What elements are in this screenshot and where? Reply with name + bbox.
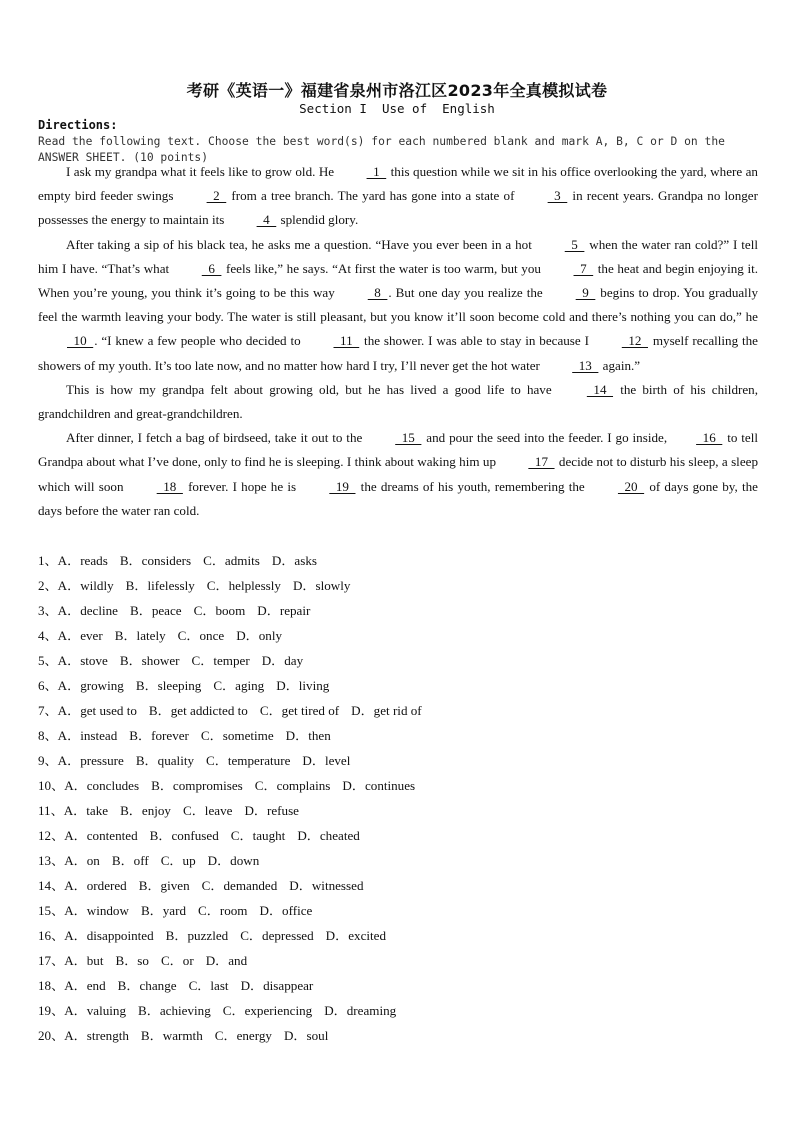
question-number: 2、 bbox=[38, 578, 58, 593]
option-d: D．then bbox=[285, 728, 331, 743]
option-a: A．growing bbox=[57, 678, 124, 693]
passage-text: the heat and begin enjoying it. When you’re young, you think it’s going to be this way bbox=[38, 260, 758, 301]
blank-9: 9 bbox=[575, 285, 596, 301]
passage-text: This is how my grandpa felt about growing old, but he has lived a good life to have bbox=[66, 381, 558, 397]
question-row bbox=[38, 948, 758, 973]
blank-14: 14 bbox=[586, 381, 614, 397]
question-number: 11、 bbox=[38, 803, 64, 818]
option-c: C．demanded bbox=[201, 878, 278, 893]
option-a: A．but bbox=[64, 953, 104, 968]
option-c: C．get tired of bbox=[259, 703, 340, 718]
option-c: C．sometime bbox=[200, 728, 274, 743]
option-c: C．complains bbox=[254, 778, 331, 793]
option-b: B．sleeping bbox=[135, 678, 202, 693]
passage-text: splendid glory. bbox=[277, 212, 359, 228]
option-c: C．energy bbox=[214, 1028, 272, 1043]
option-b: B．lifelessly bbox=[125, 578, 195, 593]
question-row bbox=[38, 823, 758, 848]
option-d: D．living bbox=[276, 678, 330, 693]
question-number: 17、 bbox=[38, 953, 65, 968]
passage-text: decide not to disturb his sleep, a sleep which will soon bbox=[38, 454, 758, 494]
question-row bbox=[38, 998, 758, 1023]
question-row bbox=[38, 1023, 758, 1048]
blank-2: 2 bbox=[206, 188, 227, 204]
passage-text: After dinner, I fetch a bag of birdseed, take it out to the bbox=[66, 430, 367, 446]
option-b: B．lately bbox=[114, 628, 166, 643]
option-c: C．temperature bbox=[206, 753, 291, 768]
option-c: C．leave bbox=[182, 803, 233, 818]
passage-paragraph-4 bbox=[38, 426, 758, 523]
question-number: 10、 bbox=[38, 778, 65, 793]
question-number: 8、 bbox=[38, 728, 58, 743]
passage-paragraph-1 bbox=[38, 160, 758, 233]
passage-text: I ask my grandpa what it feels like to grow old. He bbox=[66, 164, 338, 179]
blank-4: 4 bbox=[256, 212, 277, 228]
passage-text: the dreams of his youth, remembering the bbox=[356, 478, 589, 494]
directions-heading: Directions: bbox=[38, 118, 118, 132]
option-d: D．slowly bbox=[292, 578, 351, 593]
blank-12: 12 bbox=[621, 333, 648, 349]
question-row bbox=[38, 873, 758, 898]
option-c: C．last bbox=[188, 978, 229, 993]
option-c: C．up bbox=[160, 853, 196, 868]
passage-text: when the water ran cold?” I tell him I have. “That’s what bbox=[38, 236, 759, 276]
option-d: D．soul bbox=[283, 1028, 329, 1043]
option-a: A．decline bbox=[57, 603, 118, 618]
option-a: A．concludes bbox=[64, 778, 140, 793]
passage-text: feels like,” he says. “At first the water is too warm, but you bbox=[222, 260, 545, 276]
question-row bbox=[38, 773, 758, 798]
passage-text: and pour the seed into the feeder. I go inside, bbox=[422, 430, 668, 446]
passage-text: myself recalling the showers of my youth. It’s too late now, and no matter how hard I try, I’ll never get the hot water bbox=[38, 333, 758, 373]
question-row bbox=[38, 723, 758, 748]
option-d: D．office bbox=[259, 903, 313, 918]
question-number: 5、 bbox=[38, 653, 58, 668]
option-b: B．confused bbox=[149, 828, 219, 843]
option-d: D．dreaming bbox=[324, 1003, 397, 1018]
question-row bbox=[38, 698, 758, 723]
option-b: B．yard bbox=[140, 903, 187, 918]
option-a: A．end bbox=[64, 978, 106, 993]
directions-text: Read the following text. Choose the best word(s) for each numbered blank and mark A, B, C or D on the ANSWER SHEET. (10 points) bbox=[38, 135, 725, 164]
blank-10: 10 bbox=[67, 333, 94, 349]
option-b: B．peace bbox=[130, 603, 182, 618]
passage-text: After taking a sip of his black tea, he asks me a question. “Have you ever been in a hot bbox=[66, 236, 536, 252]
question-number: 18、 bbox=[38, 978, 65, 993]
option-c: C．helplessly bbox=[206, 578, 281, 593]
option-a: A．wildly bbox=[57, 578, 114, 593]
passage-text: . But one day you realize the bbox=[388, 285, 547, 301]
passage-text: begins to drop. You gradually feel the warmth leaving your body. The water is still pleasant, but you know it’ll soon become cold and there’s nothing you can do,” he bbox=[38, 285, 759, 325]
option-a: A．on bbox=[64, 853, 100, 868]
option-c: C．taught bbox=[230, 828, 286, 843]
question-row bbox=[38, 573, 758, 598]
question-number: 9、 bbox=[38, 753, 58, 768]
option-c: C．or bbox=[160, 953, 194, 968]
option-a: A．instead bbox=[57, 728, 118, 743]
passage-text: forever. I hope he is bbox=[183, 478, 301, 494]
option-b: B．shower bbox=[119, 653, 180, 668]
question-number: 1、 bbox=[38, 553, 58, 568]
option-d: D．only bbox=[236, 628, 283, 643]
question-number: 13、 bbox=[38, 853, 65, 868]
option-b: B．achieving bbox=[138, 1003, 211, 1018]
passage-text: in recent years. Grandpa no longer possesses the energy to maintain its bbox=[38, 188, 758, 228]
question-row bbox=[38, 973, 758, 998]
option-c: C．boom bbox=[193, 603, 246, 618]
page-title: 考研《英语一》福建省泉州市洛江区2023年全真模拟试卷 bbox=[186, 81, 608, 100]
question-row bbox=[38, 748, 758, 773]
passage-paragraph-3 bbox=[38, 378, 758, 426]
question-number: 3、 bbox=[38, 603, 58, 618]
option-c: C．depressed bbox=[240, 928, 314, 943]
option-a: A．get used to bbox=[57, 703, 137, 718]
option-c: C．once bbox=[177, 628, 225, 643]
option-c: C．aging bbox=[213, 678, 265, 693]
question-number: 15、 bbox=[38, 903, 65, 918]
question-number: 20、 bbox=[38, 1028, 65, 1043]
question-row bbox=[38, 673, 758, 698]
passage-text: the shower. I was able to stay in because I bbox=[360, 333, 593, 349]
question-row bbox=[38, 548, 758, 573]
question-row bbox=[38, 623, 758, 648]
passage-text: . “I knew a few people who decided to bbox=[94, 333, 305, 349]
question-number: 19、 bbox=[38, 1003, 65, 1018]
option-b: B．quality bbox=[135, 753, 195, 768]
option-d: D．continues bbox=[342, 778, 416, 793]
question-number: 14、 bbox=[38, 878, 65, 893]
blank-16: 16 bbox=[696, 430, 723, 446]
blank-7: 7 bbox=[573, 260, 594, 276]
question-number: 4、 bbox=[38, 628, 58, 643]
option-d: D．disappear bbox=[240, 978, 314, 993]
blank-20: 20 bbox=[617, 478, 645, 494]
passage-text: this question while we sit in his office overlooking the yard, where an empty bird feeder swings bbox=[38, 164, 758, 204]
blank-19: 19 bbox=[329, 478, 356, 494]
option-b: B．puzzled bbox=[165, 928, 229, 943]
option-b: B．get addicted to bbox=[148, 703, 248, 718]
option-d: D．asks bbox=[271, 553, 317, 568]
question-number: 12、 bbox=[38, 828, 65, 843]
option-d: D．down bbox=[207, 853, 260, 868]
option-b: B．change bbox=[117, 978, 177, 993]
blank-1: 1 bbox=[366, 164, 387, 179]
option-b: B．off bbox=[111, 853, 149, 868]
option-a: A．reads bbox=[57, 553, 108, 568]
passage-text: from a tree branch. The yard has gone into a state of bbox=[227, 188, 519, 204]
blank-18: 18 bbox=[156, 478, 183, 494]
option-b: B．compromises bbox=[151, 778, 243, 793]
option-a: A．take bbox=[63, 803, 109, 818]
question-number: 16、 bbox=[38, 928, 65, 943]
option-b: B．forever bbox=[129, 728, 189, 743]
question-row bbox=[38, 798, 758, 823]
question-row bbox=[38, 848, 758, 873]
question-number: 6、 bbox=[38, 678, 58, 693]
option-d: D．cheated bbox=[297, 828, 360, 843]
option-d: D．refuse bbox=[244, 803, 299, 818]
option-c: C．admits bbox=[203, 553, 260, 568]
question-row bbox=[38, 598, 758, 623]
passage-paragraph-2 bbox=[38, 233, 758, 378]
option-a: A．window bbox=[64, 903, 129, 918]
option-a: A．ever bbox=[57, 628, 103, 643]
blank-11: 11 bbox=[333, 333, 360, 349]
passage-text: to tell Grandpa about what I’ve done, only to find he is sleeping. I think about waking him up bbox=[38, 430, 758, 470]
blank-13: 13 bbox=[572, 357, 599, 373]
option-b: B．so bbox=[115, 953, 149, 968]
option-a: A．strength bbox=[64, 1028, 129, 1043]
option-d: D．excited bbox=[325, 928, 387, 943]
option-b: B．enjoy bbox=[120, 803, 171, 818]
option-d: D．repair bbox=[257, 603, 311, 618]
passage-text: the birth of his children, grandchildren and great-grandchildren. bbox=[38, 381, 758, 422]
blank-5: 5 bbox=[564, 236, 585, 252]
question-options-list bbox=[38, 548, 758, 1048]
option-a: A．pressure bbox=[57, 753, 124, 768]
question-row bbox=[38, 648, 758, 673]
blank-8: 8 bbox=[367, 285, 388, 301]
question-row bbox=[38, 898, 758, 923]
option-c: C．room bbox=[198, 903, 248, 918]
passage-text: again.” bbox=[599, 357, 641, 373]
passage-text: of days gone by, the days before the water ran cold. bbox=[38, 478, 758, 518]
option-d: D．get rid of bbox=[351, 703, 422, 718]
option-a: A．contented bbox=[64, 828, 138, 843]
option-d: D．level bbox=[302, 753, 351, 768]
option-d: D．witnessed bbox=[289, 878, 364, 893]
option-a: A．stove bbox=[57, 653, 108, 668]
section-subtitle: Section I Use of English bbox=[299, 101, 495, 116]
option-b: B．given bbox=[138, 878, 190, 893]
blank-3: 3 bbox=[547, 188, 568, 204]
blank-17: 17 bbox=[528, 454, 555, 470]
blank-6: 6 bbox=[201, 260, 222, 276]
option-a: A．disappointed bbox=[64, 928, 154, 943]
option-a: A．ordered bbox=[64, 878, 127, 893]
question-number: 7、 bbox=[38, 703, 58, 718]
option-a: A．valuing bbox=[64, 1003, 127, 1018]
question-row bbox=[38, 923, 758, 948]
option-c: C．temper bbox=[191, 653, 250, 668]
option-d: D．day bbox=[261, 653, 304, 668]
option-b: B．considers bbox=[119, 553, 192, 568]
blank-15: 15 bbox=[395, 430, 422, 446]
cloze-passage bbox=[38, 160, 758, 523]
option-c: C．experiencing bbox=[222, 1003, 313, 1018]
option-d: D．and bbox=[205, 953, 248, 968]
option-b: B．warmth bbox=[140, 1028, 203, 1043]
